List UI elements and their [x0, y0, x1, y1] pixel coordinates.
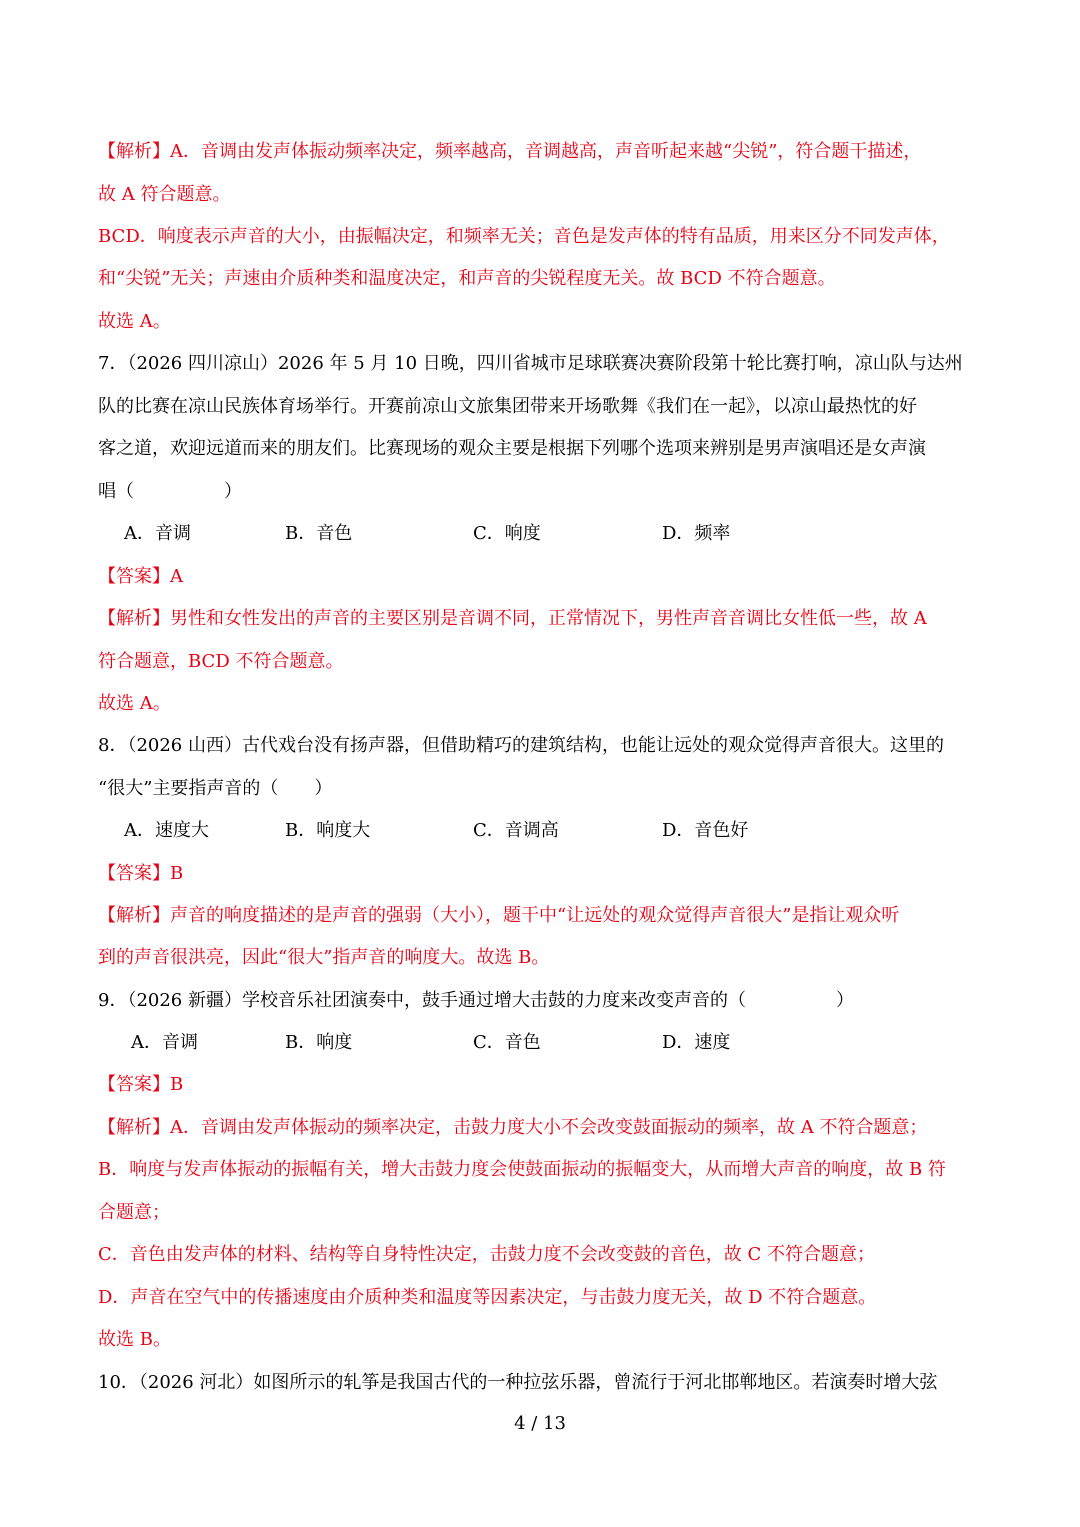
q7-option-d: D．频率 [662, 523, 731, 544]
q6-explanation-line4: 和“尖锐”无关；声速由介质种类和温度决定，和声音的尖锐程度无关。故 BCD 不符合题意。 [98, 268, 836, 289]
q6-explanation-line3: BCD．响度表示声音的大小，由振幅决定，和频率无关；音色是发声体的特有品质，用来区分不同发声体， [98, 226, 950, 247]
q7-option-b: B．音色 [285, 523, 353, 544]
q7-explanation-line2: 符合题意，BCD 不符合题意。 [98, 651, 344, 672]
page-number: 4 / 13 [514, 1413, 566, 1434]
q7-answer: 【答案】A [98, 566, 183, 587]
q7-choice: 故选 A。 [98, 693, 171, 714]
q9-option-b: B．响度 [285, 1032, 353, 1053]
q9-explanation-line5: D．声音在空气中的传播速度由介质种类和温度等因素决定，与击鼓力度无关，故 D 不符合题意。 [98, 1287, 877, 1308]
q7-option-a: A．音调 [124, 523, 191, 544]
q9-explanation-line1: 【解析】A．音调由发声体振动的频率决定，击鼓力度大小不会改变鼓面振动的频率，故 A 不符合题意； [98, 1117, 928, 1138]
q10-stem-line1: 10．（2026 河北）如图所示的轧筝是我国古代的一种拉弦乐器，曾流行于河北邯郸地区。若演奏时增大弦 [98, 1372, 938, 1393]
q7-stem-line3: 客之道，欢迎远道而来的朋友们。比赛现场的观众主要是根据下列哪个选项来辨别是男声演唱还是女声演 [98, 438, 926, 459]
q9-explanation-line2: B．响度与发声体振动的振幅有关，增大击鼓力度会使鼓面振动的振幅变大，从而增大声音的响度，故 B 符 [98, 1159, 946, 1180]
q7-stem-line2: 队的比赛在凉山民族体育场举行。开赛前凉山文旅集团带来开场歌舞《我们在一起》，以凉山最热忱的好 [98, 396, 917, 417]
q9-option-d: D．速度 [662, 1032, 731, 1053]
q9-answer: 【答案】B [98, 1074, 184, 1095]
q8-explanation-line1: 【解析】声音的响度描述的是声音的强弱（大小），题干中“让远处的观众觉得声音很大”是指让观众听 [98, 905, 900, 926]
q7-stem-line4: 唱（ ） [98, 481, 242, 502]
q9-stem-line1: 9．（2026 新疆）学校音乐社团演奏中，鼓手通过增大击鼓的力度来改变声音的（ ） [98, 990, 854, 1011]
q9-option-c: C．音色 [473, 1032, 541, 1053]
q7-explanation-line1: 【解析】男性和女性发出的声音的主要区别是音调不同，正常情况下，男性声音音调比女性低一些，故 A [98, 608, 927, 629]
q6-explanation-line2: 故 A 符合题意。 [98, 184, 231, 205]
q9-option-a: A．音调 [131, 1032, 198, 1053]
q8-stem-line2: “很大”主要指声音的（ ） [98, 778, 333, 799]
q7-stem-line1: 7．（2026 四川凉山）2026 年 5 月 10 日晚，四川省城市足球联赛决赛阶段第十轮比赛打响，凉山队与达州 [98, 353, 963, 374]
q9-choice: 故选 B。 [98, 1329, 171, 1350]
q8-option-d: D．音色好 [662, 820, 749, 841]
q8-option-c: C．音调高 [473, 820, 559, 841]
q9-explanation-line3: 合题意； [98, 1202, 170, 1223]
q8-option-b: B．响度大 [285, 820, 371, 841]
q8-stem-line1: 8．（2026 山西）古代戏台没有扬声器，但借助精巧的建筑结构，也能让远处的观众觉得声音很大。这里的 [98, 735, 944, 756]
q9-explanation-line4: C．音色由发声体的材料、结构等自身特性决定，击鼓力度不会改变鼓的音色，故 C 不符合题意； [98, 1244, 875, 1265]
q8-answer: 【答案】B [98, 863, 184, 884]
q6-choice: 故选 A。 [98, 311, 171, 332]
q6-explanation-line1: 【解析】A．音调由发声体振动频率决定，频率越高，音调越高，声音听起来越“尖锐”，符合题干描述， [98, 141, 922, 162]
q7-option-c: C．响度 [473, 523, 541, 544]
q8-explanation-line2: 到的声音很洪亮，因此“很大”指声音的响度大。故选 B。 [98, 947, 550, 968]
q8-option-a: A．速度大 [124, 820, 209, 841]
